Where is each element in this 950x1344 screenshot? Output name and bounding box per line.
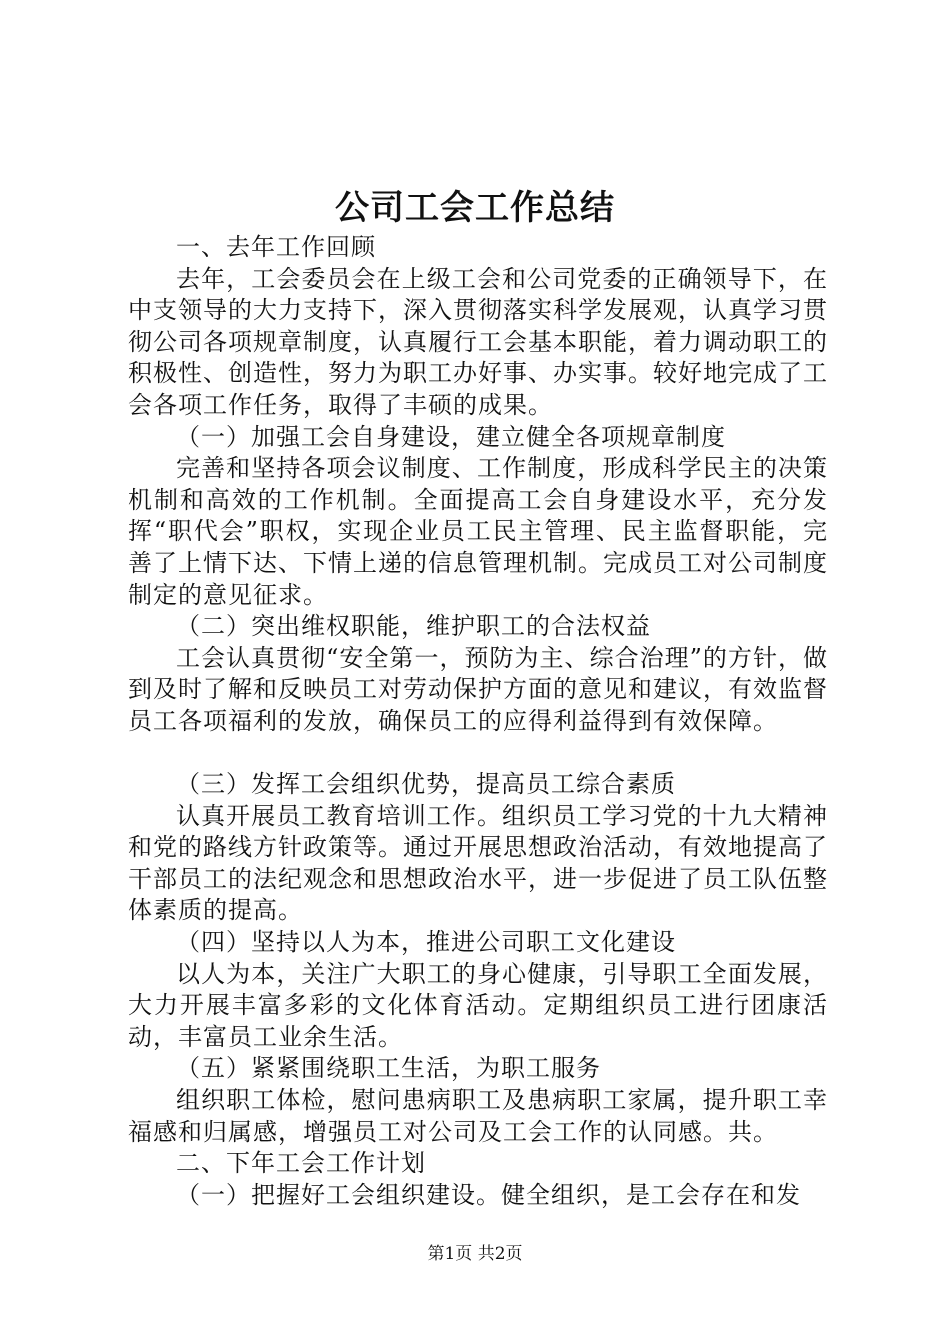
document-body — [128, 232, 828, 1211]
section-heading: 二、下年工会工作计划 — [176, 1149, 426, 1178]
paragraph: 去年，工会委员会在上级工会和公司党委的正确领导下，在中支领导的大力支持下，深入贯彻落实科学发展观，认真学习贯彻公司各项规章制度，认真履行工会基本职能，着力调动职工的积极性、创造性，努力为职工办好事、办实事。较好地完成了工会各项工作任务，取得了丰硕的成果。 — [128, 264, 828, 419]
paragraph: 认真开展员工教育培训工作。组织员工学习党的十九大精神和党的路线方针政策等。通过开展思想政治活动，有效地提高了干部员工的法纪观念和思想政治水平，进一步促进了员工队伍整体素质的提高。 — [128, 801, 828, 925]
paragraph: 工会认真贯彻“安全第一，预防为主、综合治理”的方针，做到及时了解和反映员工对劳动保护方面的意见和建议，有效监督员工各项福利的发放，确保员工的应得利益得到有效保障。 — [128, 643, 828, 735]
blank-line — [128, 738, 828, 770]
paragraph: 以人为本，关注广大职工的身心健康，引导职工全面发展，大力开展丰富多彩的文化体育活动。定期组织员工进行团康活动，丰富员工业余生活。 — [128, 959, 828, 1051]
section-heading: （五）紧紧围绕职工生活，为职工服务 — [176, 1054, 601, 1083]
section-heading: 一、去年工作回顾 — [176, 233, 376, 261]
section-heading: （三）发挥工会组织优势，提高员工综合素质 — [176, 770, 676, 799]
section-heading: （一）加强工会自身建设，建立健全各项规章制度 — [176, 422, 726, 451]
section-heading: （四）坚持以人为本，推进公司职工文化建设 — [176, 928, 676, 957]
paragraph: 组织职工体检，慰问患病职工及患病职工家属，提升职工幸福感和归属感，增强员工对公司及工会工作的认同感。共。 — [128, 1086, 828, 1146]
page-number-footer: 第1页 共2页 — [427, 1244, 523, 1264]
section-heading: （二）突出维权职能，维护职工的合法权益 — [176, 612, 651, 641]
paragraph: （一）把握好工会组织建设。健全组织，是工会存在和发 — [176, 1180, 801, 1209]
document-title: 公司工会工作总结 — [335, 188, 615, 228]
paragraph: 完善和坚持各项会议制度、工作制度，形成科学民主的决策机制和高效的工作机制。全面提高工会自身建设水平，充分发挥“职代会”职权，实现企业员工民主管理、民主监督职能，完善了上情下达、下情上递的信息管理机制。完成员工对公司制度制定的意见征求。 — [128, 454, 828, 609]
